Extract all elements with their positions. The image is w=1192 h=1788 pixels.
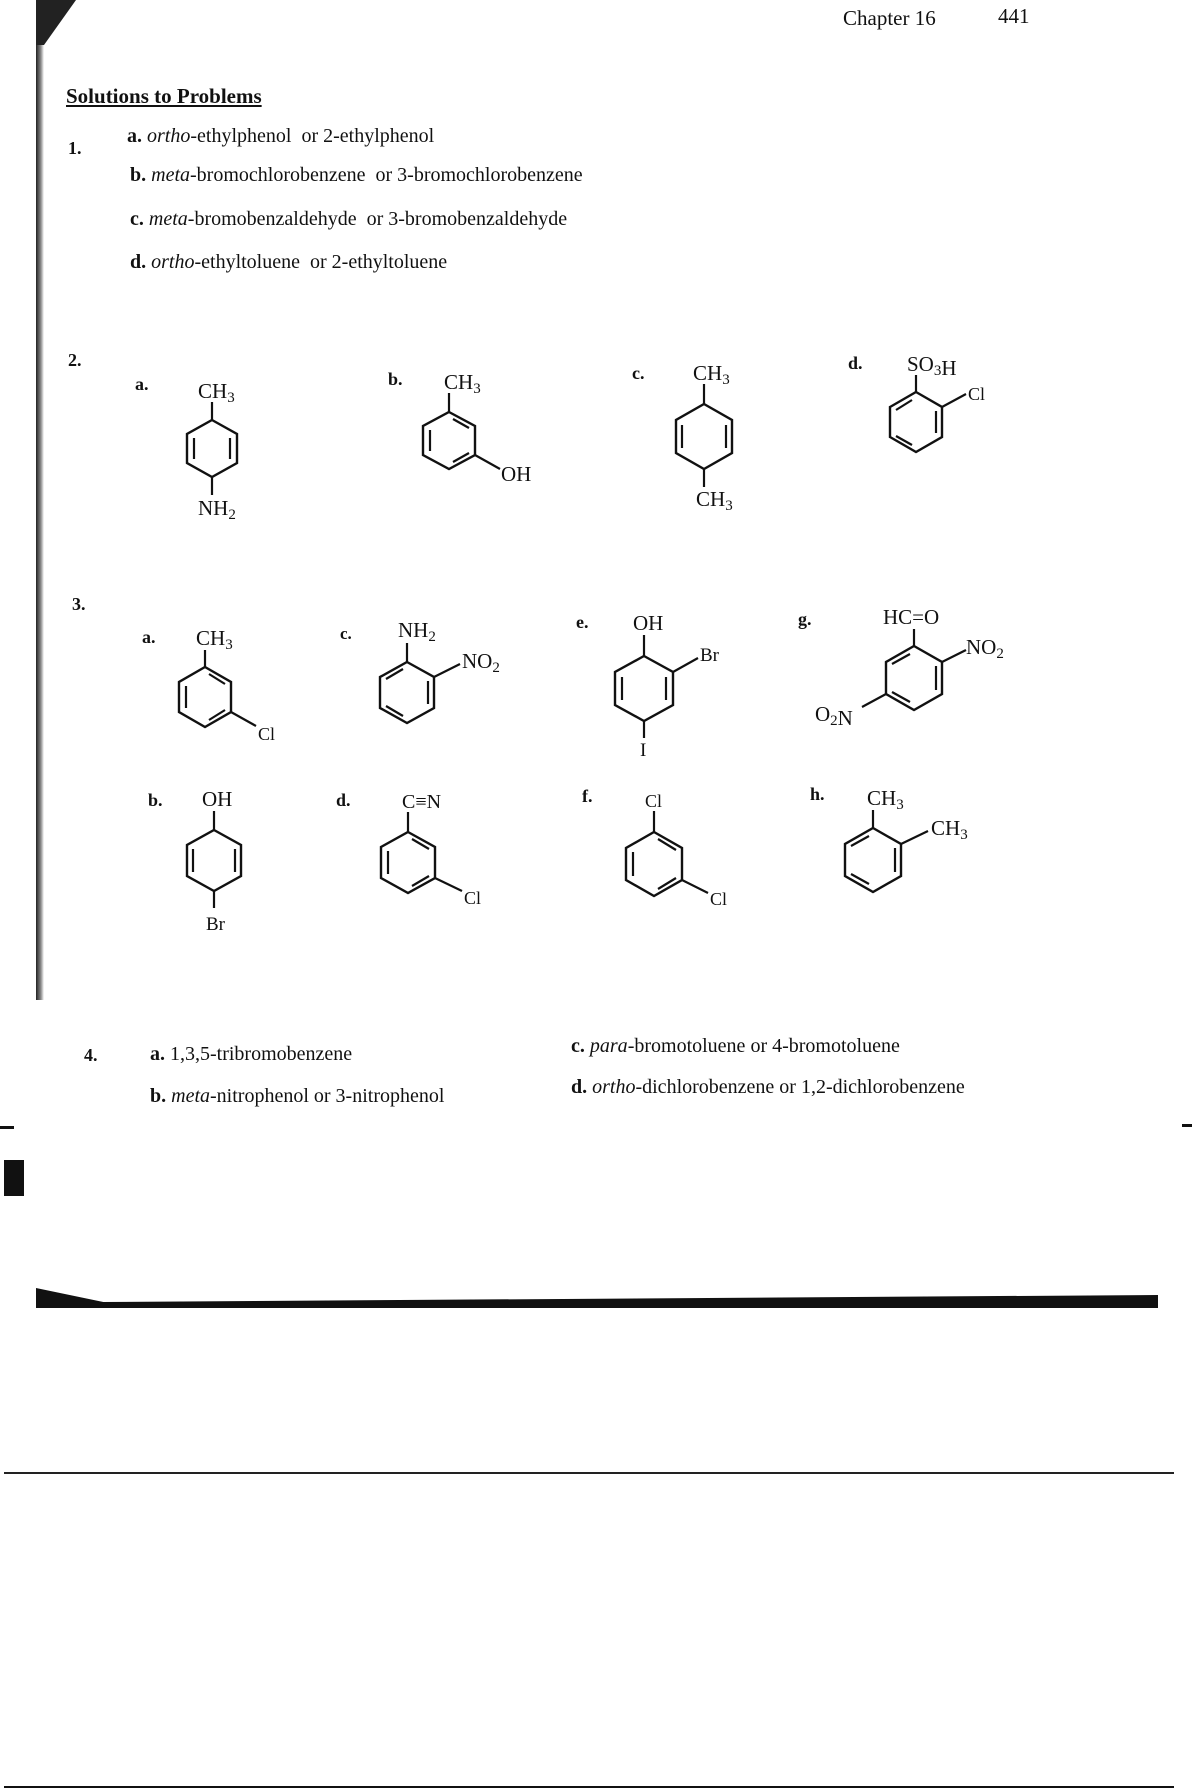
problem-2-number: 2. — [68, 350, 82, 370]
problem-4c — [571, 1035, 900, 1058]
item-letter: a. — [150, 1043, 165, 1065]
substituent-top: C≡N — [402, 791, 442, 813]
substituent-ortho: NO2 — [462, 649, 500, 676]
item-alt: or 3-bromochlorobenzene — [375, 164, 583, 186]
problem-3-structures — [0, 590, 1192, 950]
page-number: 441 — [998, 4, 1030, 28]
substituent-top: OH — [202, 787, 233, 811]
problem-3-number: 3. — [72, 594, 86, 614]
label-2b: b. — [388, 369, 403, 389]
substituent-meta: Cl — [710, 889, 728, 909]
label-3a: a. — [142, 627, 156, 647]
substituent-top: NH2 — [398, 618, 436, 645]
label-2d: d. — [848, 353, 863, 373]
right-margin-mark — [1182, 1124, 1192, 1127]
item-alt: or 3-bromobenzaldehyde — [366, 208, 568, 230]
item-letter: a. — [127, 125, 142, 147]
item-letter: c. — [130, 208, 144, 230]
benzene-ring — [626, 832, 682, 896]
substituent-ortho: NO2 — [966, 635, 1004, 662]
substituent-bottom: CH3 — [696, 487, 733, 514]
substituent-bottom: Br — [206, 914, 225, 935]
substituent-top: Cl — [645, 791, 663, 811]
item-name: -ethyltoluene — [194, 251, 300, 273]
problem-1d — [130, 251, 447, 274]
benzene-ring — [890, 392, 942, 452]
item-prefix: ortho — [151, 251, 195, 273]
substituent-ortho: CH3 — [931, 816, 968, 843]
item-alt: or 2-ethyltoluene — [310, 251, 448, 273]
item-letter: b. — [130, 164, 147, 186]
benzene-ring — [187, 830, 241, 891]
item-name: -nitrophenol — [210, 1085, 309, 1107]
substituent-top: HC=O — [883, 605, 940, 629]
label-2c: c. — [632, 363, 645, 383]
item-name: -dichlorobenzene — [635, 1076, 775, 1098]
page-bottom-edge — [36, 1288, 1158, 1308]
label-3h: h. — [810, 784, 825, 804]
problem-4-number: 4. — [84, 1045, 98, 1065]
item-prefix: meta — [148, 208, 188, 230]
left-margin-block — [4, 1160, 24, 1196]
problem-4d — [571, 1076, 965, 1099]
substituent-ortho: Br — [700, 645, 719, 666]
problem-1b — [130, 164, 583, 187]
label-2a: a. — [135, 374, 149, 394]
substituent-bottom: I — [640, 740, 647, 761]
problem-1c — [130, 208, 567, 231]
label-3e: e. — [576, 612, 589, 632]
item-name: -bromobenzaldehyde — [187, 208, 357, 230]
scanner-line-lower — [4, 1472, 1174, 1474]
substituent-meta: Cl — [258, 724, 276, 744]
item-name: -bromotoluene — [627, 1035, 746, 1057]
benzene-ring — [845, 828, 901, 892]
item-prefix: meta — [151, 164, 191, 186]
substituent-top: CH3 — [693, 361, 730, 388]
item-letter: b. — [150, 1085, 167, 1107]
item-prefix: ortho — [147, 125, 191, 147]
item-name: -bromochlorobenzene — [190, 164, 366, 186]
benzene-ring — [676, 404, 732, 469]
label-3f: f. — [582, 786, 593, 806]
item-prefix: ortho — [592, 1076, 636, 1098]
problem-2-structures — [0, 340, 1192, 540]
item-prefix: para — [589, 1035, 628, 1057]
label-3d: d. — [336, 790, 351, 810]
item-letter: d. — [571, 1076, 588, 1098]
problem-4b — [150, 1085, 444, 1108]
substituent-top: CH3 — [196, 626, 233, 653]
problem-4a — [150, 1043, 352, 1066]
substituent-top: OH — [633, 611, 664, 635]
benzene-ring — [380, 662, 434, 723]
left-margin-mark — [0, 1126, 14, 1129]
item-alt: or 3-nitrophenol — [313, 1085, 445, 1107]
substituent-bottom: NH2 — [198, 496, 236, 523]
substituent-ortho: Cl — [968, 384, 986, 404]
substituent-top: SO3H — [907, 352, 957, 380]
item-prefix: meta — [171, 1085, 211, 1107]
item-name: 1,3,5-tribromobenzene — [170, 1043, 353, 1065]
substituent-left: O2N — [815, 702, 853, 730]
benzene-ring — [615, 656, 673, 721]
chapter-heading: Chapter 16 — [843, 6, 936, 30]
substituent-meta: OH — [501, 462, 532, 486]
substituent-top: CH3 — [867, 786, 904, 813]
problem-1a — [127, 125, 434, 148]
label-3g: g. — [798, 609, 812, 629]
label-3c: c. — [340, 624, 352, 643]
section-title: Solutions to Problems — [66, 84, 262, 108]
problem-1-number: 1. — [68, 138, 82, 158]
substituent-top: CH3 — [198, 379, 235, 406]
label-3b: b. — [148, 790, 163, 810]
item-letter: d. — [130, 251, 147, 273]
item-alt: or 4-bromotoluene — [750, 1035, 900, 1057]
item-alt: or 1,2-dichlorobenzene — [779, 1076, 965, 1098]
item-name: -ethylphenol — [190, 125, 292, 147]
substituent-meta: Cl — [464, 888, 482, 908]
item-letter: c. — [571, 1035, 585, 1057]
benzene-ring — [886, 646, 942, 710]
page-edge-shadow-top — [36, 0, 76, 45]
substituent-top: CH3 — [444, 370, 481, 397]
item-alt: or 2-ethylphenol — [301, 125, 435, 147]
